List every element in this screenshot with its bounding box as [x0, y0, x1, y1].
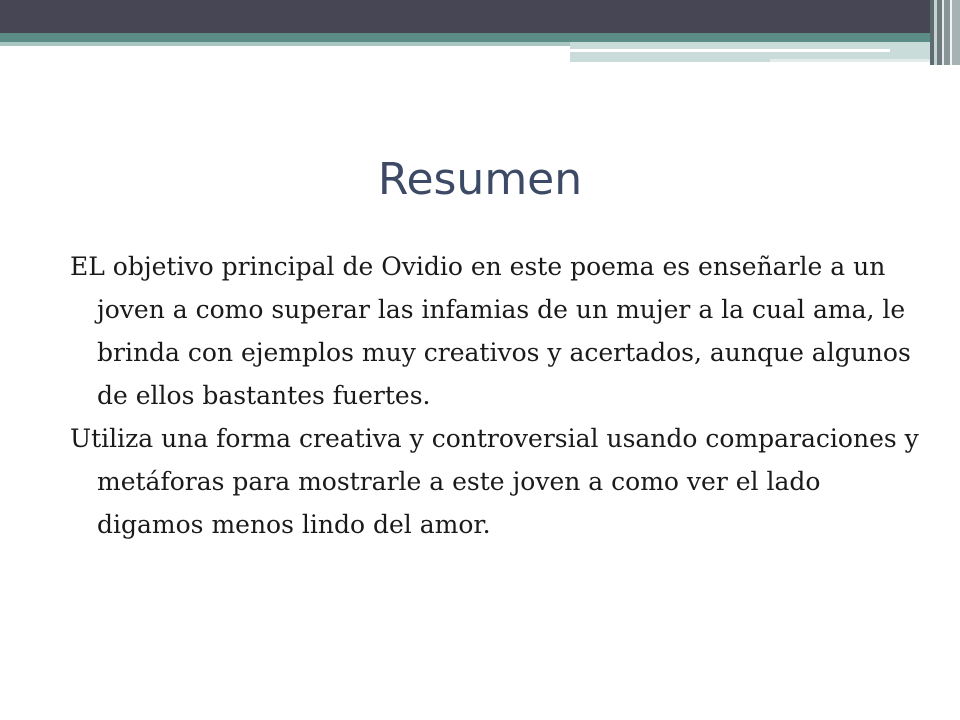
banner-light-band [0, 42, 570, 46]
banner-tail-line [770, 59, 930, 62]
slide-body [70, 245, 930, 546]
slide-title: Resumen [377, 154, 583, 205]
banner-teal-band [0, 33, 930, 42]
banner-stripe [952, 0, 960, 65]
banner-dark-band [0, 0, 930, 33]
banner-white-line [570, 49, 890, 52]
body-paragraph: EL objetivo principal de Ovidio en este poema es enseñarle a un joven a como superar las infamias de un mujer a la cual ama, le brinda con ejemplos muy creativos y acertados, aunque algunos de ellos bastantes fuertes. [70, 252, 911, 410]
body-paragraph: Utiliza una forma creativa y controversial usando comparaciones y metáforas para mostrarle a este joven a como ver el lado digamos menos lindo del amor. [70, 424, 919, 539]
